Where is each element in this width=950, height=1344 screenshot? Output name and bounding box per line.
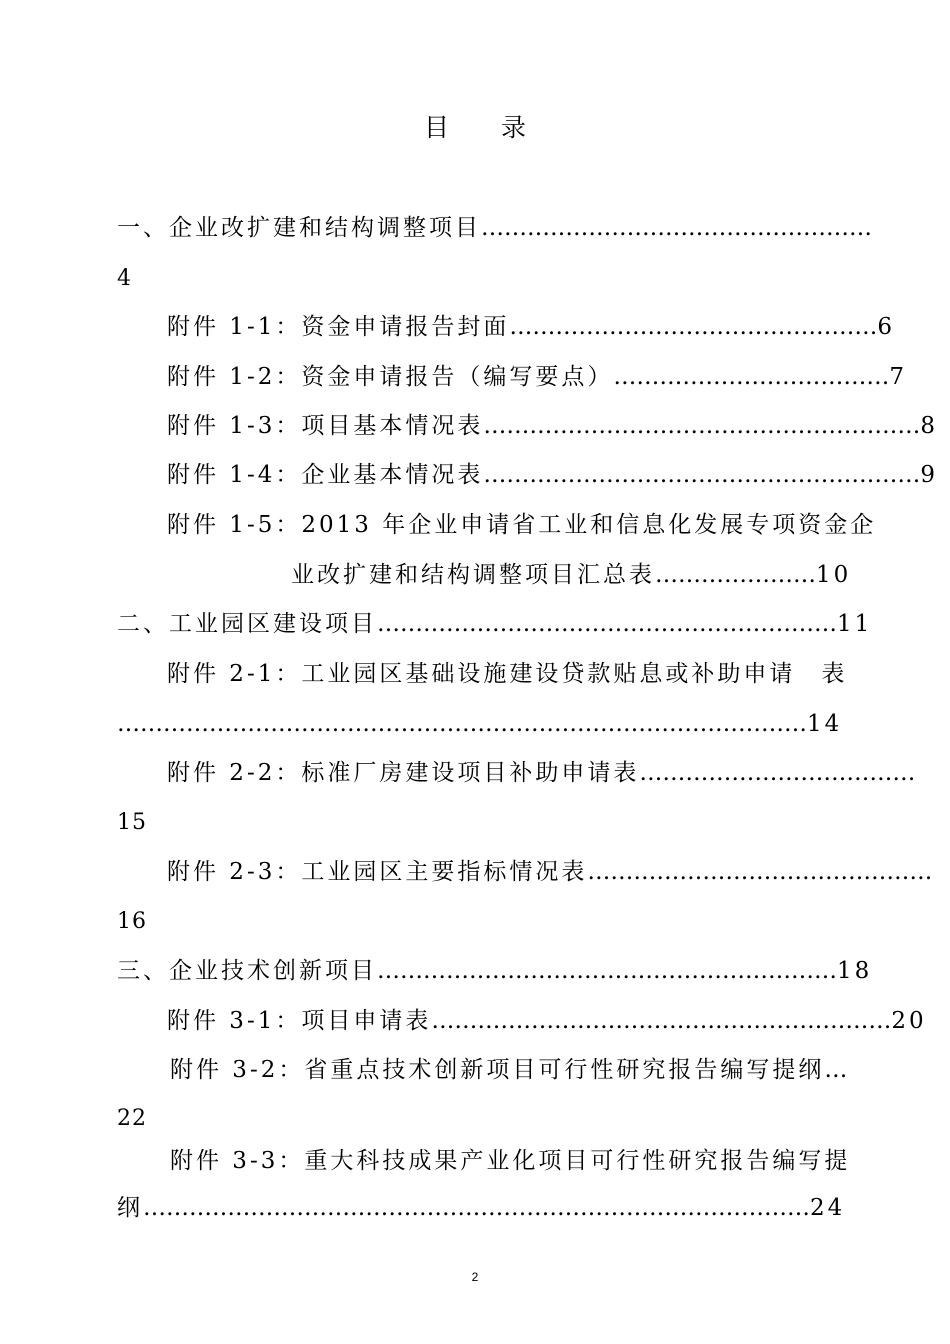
toc-entry-annex-1-3[interactable] [167, 411, 938, 441]
toc-entry-text: 一、企业改扩建和结构调整项目 [117, 215, 481, 241]
toc-page-number: 8 [920, 413, 938, 439]
toc-entry-text: 项目基本情况表 [301, 413, 484, 439]
toc-entry-section-1[interactable] [117, 213, 872, 243]
toc-entry-section-3[interactable] [117, 956, 872, 986]
toc-leader-dots: …………………………………………………… [431, 1008, 892, 1034]
toc-entry-annex-1-4[interactable] [167, 460, 938, 490]
toc-entry-label: 附件 1-3： [167, 413, 302, 439]
toc-entry-text: 二、工业园区建设项目 [117, 611, 377, 637]
toc-entry-annex-2-3[interactable] [167, 857, 932, 887]
toc-entry-annex-1-1[interactable] [167, 312, 895, 342]
toc-leader-dots: ……………………………………… [587, 859, 933, 885]
toc-entry-annex-3-3[interactable] [170, 1146, 850, 1176]
toc-page-number: 4 [117, 266, 132, 291]
toc-entry-text: 标准厂房建设项目补助申请表 [301, 760, 640, 786]
toc-entry-text: 三、企业技术创新项目 [117, 958, 377, 984]
toc-entry-text: 2013 年企业申请省工业和信息化发展专项资金企 [301, 512, 877, 538]
toc-leader-dots: … [824, 1057, 848, 1083]
toc-entry-annex-1-5[interactable] [167, 510, 876, 540]
toc-entry-annex-2-1[interactable] [167, 659, 847, 689]
toc-leader-dots: ……………………………… [639, 760, 916, 786]
toc-entry-text: 省重点技术创新项目可行性研究报告编写提纲 [304, 1057, 825, 1083]
toc-leader-dots: ………………… [655, 562, 816, 588]
toc-entry-label: 附件 1-1： [167, 314, 302, 340]
toc-entry-text: 纲 [117, 1195, 143, 1221]
toc-leader-dots: ……………………………………………………………………………… [117, 711, 807, 737]
toc-page-number: 20 [891, 1008, 927, 1034]
toc-page-number: 24 [810, 1195, 846, 1221]
toc-entry-annex-3-3-continued[interactable] [117, 1193, 845, 1223]
toc-entry-text: 重大科技成果产业化项目可行性研究报告编写提 [304, 1148, 851, 1174]
toc-entry-text: 业改扩建和结构调整项目汇总表 [291, 562, 655, 588]
toc-entry-label: 附件 1-4： [167, 462, 302, 488]
toc-leader-dots: …………………………………………………………………………… [143, 1195, 810, 1221]
toc-entry-label: 附件 2-3： [167, 859, 302, 885]
toc-entry-label: 附件 2-2： [167, 760, 302, 786]
toc-page-number: 15 [117, 810, 147, 835]
toc-entry-text: 工业园区基础设施建设贷款贴息或补助申请 表 [301, 661, 848, 687]
toc-page-number: 18 [837, 958, 873, 984]
toc-entry-section-2[interactable] [117, 609, 872, 639]
toc-leader-dots: ……………………………… [613, 364, 890, 390]
toc-entry-text: 资金申请报告（编写要点） [301, 364, 614, 390]
toc-entry-annex-3-1[interactable] [167, 1006, 927, 1036]
footer-page-number: 2 [471, 1270, 479, 1284]
toc-page-number: 14 [807, 711, 843, 737]
toc-leader-dots: …………………………………………………… [377, 958, 837, 984]
toc-entry-annex-2-1-continued[interactable] [117, 709, 842, 739]
toc-page-number: 10 [816, 562, 852, 588]
toc-entry-label: 附件 3-1： [167, 1008, 302, 1034]
toc-leader-dots: …………………………………………… [481, 215, 872, 241]
toc-page-number: 22 [117, 1106, 147, 1131]
toc-entry-label: 附件 1-2： [167, 364, 302, 390]
toc-entry-label: 附件 3-2： [170, 1057, 305, 1083]
toc-entry-label: 附件 3-3： [170, 1148, 305, 1174]
toc-entry-label: 附件 2-1： [167, 661, 302, 687]
toc-entry-text: 资金申请报告封面 [301, 314, 510, 340]
toc-leader-dots: ………………………………………………… [483, 462, 921, 488]
toc-leader-dots: ………………………………………… [509, 314, 878, 340]
page-title: 目 录 [424, 113, 548, 142]
toc-page-number: 11 [837, 611, 873, 637]
toc-entry-annex-1-5-continued[interactable] [291, 560, 851, 590]
toc-entry-label: 附件 1-5： [167, 512, 302, 538]
toc-page-number: 9 [920, 462, 938, 488]
toc-entry-annex-2-2[interactable] [167, 758, 915, 788]
toc-page-number: 7 [889, 364, 907, 390]
toc-leader-dots: ………………………………………………… [483, 413, 921, 439]
toc-entry-annex-3-2[interactable] [170, 1055, 847, 1085]
toc-leader-dots: …………………………………………………… [377, 611, 837, 637]
toc-entry-text: 项目申请表 [301, 1008, 432, 1034]
toc-page-number: 16 [117, 909, 147, 934]
toc-page-number: 6 [877, 314, 895, 340]
toc-entry-text: 工业园区主要指标情况表 [301, 859, 588, 885]
toc-entry-text: 企业基本情况表 [301, 462, 484, 488]
toc-entry-annex-1-2[interactable] [167, 362, 907, 392]
